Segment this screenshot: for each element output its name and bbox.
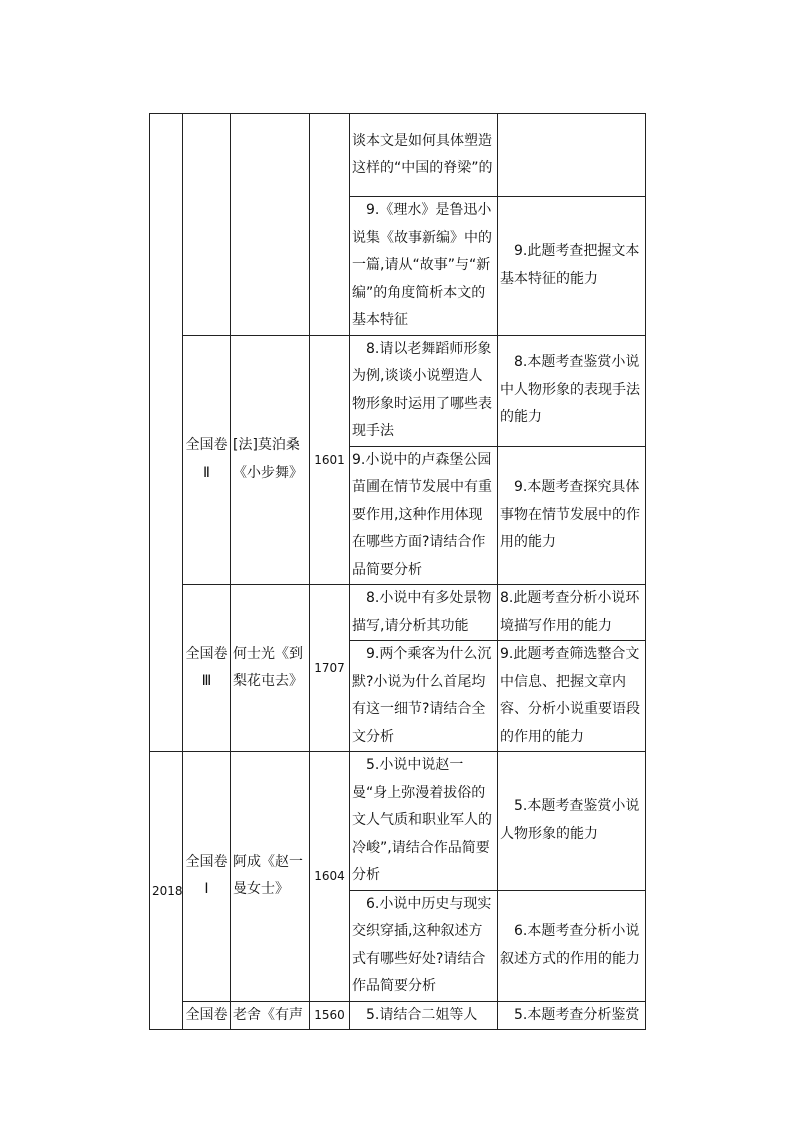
- question-cell: 8.小说中有多处景物描写,请分析其功能: [350, 585, 498, 641]
- exam-analysis-table: [149, 113, 646, 1030]
- analysis-cell: 9.本题考查探究具体事物在情节发展中的作用的能力: [498, 446, 646, 585]
- question-cell: 8.请以老舞蹈师形象为例,谈谈小说塑造人物形象时运用了哪些表现手法: [350, 335, 498, 446]
- year-cell: 2018: [150, 752, 183, 1030]
- word-count-cell: 1604: [310, 752, 350, 1002]
- word-count-cell: 1601: [310, 335, 350, 585]
- text-cell-continued: [231, 114, 310, 336]
- paper-name-cell: 全国卷Ⅰ: [183, 752, 231, 1002]
- paper-name-cell: 全国卷: [183, 1001, 231, 1030]
- analysis-cell: 5.本题考查鉴赏小说人物形象的能力: [498, 752, 646, 891]
- question-cell: 9.小说中的卢森堡公园苗圃在情节发展中有重要作用,这种作用体现在哪些方面?请结合作品简要分析: [350, 446, 498, 585]
- question-cell: 5.请结合二姐等人: [350, 1001, 498, 1030]
- paper-cell-continued: [183, 114, 231, 336]
- text-title-cell: 老舍《有声: [231, 1001, 310, 1030]
- analysis-cell: 9.此题考查把握文本基本特征的能力: [498, 197, 646, 336]
- question-cell: 5.小说中说赵一曼“身上弥漫着拔俗的文人气质和职业军人的冷峻”,请结合作品简要分析: [350, 752, 498, 891]
- question-cell: 谈本文是如何具体塑造这样的“中国的脊梁”的: [350, 114, 498, 197]
- text-title-cell: 阿成《赵一曼女士》: [231, 752, 310, 1002]
- table-row: [150, 335, 646, 446]
- question-cell: 9.《理水》是鲁迅小说集《故事新编》中的一篇,请从“故事”与“新编”的角度简析本文的基本特征: [350, 197, 498, 336]
- analysis-cell: 9.此题考查筛选整合文中信息、把握文章内容、分析小说重要语段的作用的能力: [498, 641, 646, 752]
- word-count-cell: 1560: [310, 1001, 350, 1030]
- word-count-cell-continued: [310, 114, 350, 336]
- question-cell: 6.小说中历史与现实交织穿插,这种叙述方式有哪些好处?请结合作品简要分析: [350, 890, 498, 1001]
- analysis-cell: 6.本题考查分析小说叙述方式的作用的能力: [498, 890, 646, 1001]
- paper-name-cell: 全国卷Ⅱ: [183, 335, 231, 585]
- text-title-cell: [法]莫泊桑《小步舞》: [231, 335, 310, 585]
- question-cell: 9.两个乘客为什么沉默?小说为什么首尾均有这一细节?请结合全文分析: [350, 641, 498, 752]
- analysis-cell: 8.此题考查分析小说环境描写作用的能力: [498, 585, 646, 641]
- year-cell-continued: [150, 114, 183, 752]
- analysis-cell: 5.本题考查分析鉴赏: [498, 1001, 646, 1030]
- table-row: [150, 114, 646, 197]
- paper-name-cell: 全国卷Ⅲ: [183, 585, 231, 752]
- analysis-cell: [498, 114, 646, 197]
- text-title-cell: 何士光《到梨花屯去》: [231, 585, 310, 752]
- analysis-cell: 8.本题考查鉴赏小说中人物形象的表现手法的能力: [498, 335, 646, 446]
- table-row: [150, 1001, 646, 1030]
- table-row: [150, 585, 646, 641]
- word-count-cell: 1707: [310, 585, 350, 752]
- table-row: [150, 752, 646, 891]
